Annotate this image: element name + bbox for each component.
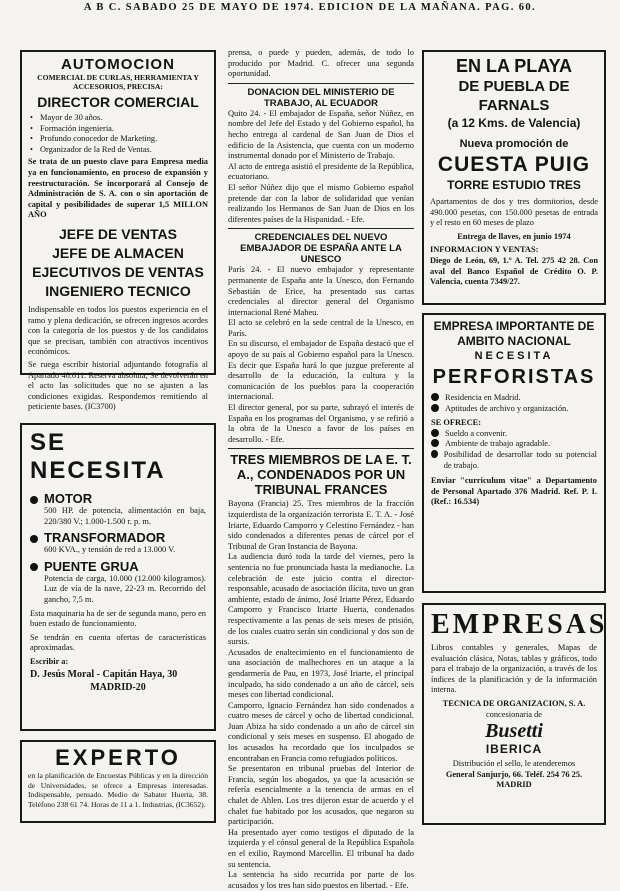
ad-automocion-title: AUTOMOCION xyxy=(61,56,175,73)
page-header: A B C. SABADO 25 DE MAYO DE 1974. EDICION DE LA MAÑANA. PAG. 60. xyxy=(83,2,537,13)
list-item: • Mayor de 30 años. xyxy=(28,113,208,124)
ad-perforistas xyxy=(422,313,606,593)
ad-footer: Enviar "curriculum vitae" a Departamento de Personal Apartado 376 Madrid. Ref. P. I. (Ref.: 16.534) xyxy=(431,476,597,507)
ad-info: INFORMACION Y VENTAS: xyxy=(430,245,539,255)
article-title: DONACION DEL MINISTERIO DE TRABAJO, AL ECUADOR xyxy=(247,86,395,109)
bullet-icon xyxy=(30,563,38,571)
item-desc: Potencia de carga, 10.000 (12.000 kilogramos). Luz de vía de la nave, 22-23 m. Recorrido del gancho, 7,5 m. xyxy=(44,573,206,604)
ad-perforistas-title: PERFORISTAS xyxy=(432,366,596,388)
ad-body: Libros contables y generales, Mapas de evaluación clásica, Notas, tablas y gráficos, todo para el trabajo de la organización, a través de los índices de la planificación y de la información interna. xyxy=(431,643,597,695)
ad-automocion-role-2: JEFE DE ALMACEN xyxy=(52,244,184,261)
ad-automocion-role-3: EJECUTIVOS DE VENTAS xyxy=(32,263,204,280)
brand-logo-sub: IBERICA xyxy=(485,742,543,757)
ad-automocion-body2: Indispensable en todos los puestos experiencia en el ramo y plena dedicación, se ofrecen ingresos acordes con la categoría de los puestos y de los candidatos que se precisan, también con atractivos incentivos económicos. xyxy=(28,304,208,357)
list-item: • Formación ingenieria. xyxy=(28,124,208,135)
ad-line: DE PUEBLA DE FARNALS xyxy=(458,78,570,114)
ad-se-necesita-p1: Esta maquinaria ha de ser de segunda mano, pero en buen estado de funcionamiento. xyxy=(30,608,206,629)
article-body: Quito 24. - El embajador de España, señor Núñez, en nombre del Jefe del Estado y del Gobierno español, ha hecho entrega al cardenal de San Juan de Dios el edificio de la Asistencia, que cuenta con un moderno instrumental donado por el Ministerio de Trabajo. xyxy=(228,108,414,161)
bullet-icon xyxy=(431,404,439,412)
ad-line: CUESTA PUIG xyxy=(437,153,591,176)
bullet-icon xyxy=(431,439,439,447)
item-name: MOTOR xyxy=(44,491,93,506)
item-desc: 500 HP. de potencia, alimentación en baja, 220/380 V.; 1.000-1.500 r. p. m. xyxy=(44,506,206,526)
ad-automocion-subtitle: COMERCIAL DE CURLAS, HERRAMIENTA Y ACCESORIOS, PRECISA: xyxy=(37,73,199,91)
article-body: Camporro, Ignacio Fernández han sido condenados a cuatro meses de cárcel y ocho de libertad condicional. Juan Abiza ha sido condenado a un año de cárcel sin condicional y seis meses en suspenso. El abogado de los acusados ha recordado que los inculpados se encontraban en Francia como refugiados políticos. xyxy=(228,700,414,763)
contact-city: MADRID-20 xyxy=(90,681,146,693)
brand-logo: Busetti xyxy=(485,720,543,743)
article-body: Ha presentado ayer como testigos el diputado de la izquierda y el cónsul general de la República Española en el exilio, Raymond Marcellin. El tribunal ha dado su sentencia. xyxy=(228,827,414,869)
list-item: Residencia en Madrid. xyxy=(445,393,521,402)
article-headline: TRES MIEMBROS DE LA E. T. A., CONDENADOS POR UN TRIBUNAL FRANCES xyxy=(230,452,412,498)
bullet-icon xyxy=(431,429,439,437)
ad-automocion xyxy=(20,50,216,412)
bullet-icon xyxy=(431,393,439,401)
bullet-icon xyxy=(431,450,438,458)
ad-delivery: Entrega de llaves, en junio 1974 xyxy=(457,231,571,241)
article-body: París 24. - El nuevo embajador y representante permanente de España ante la Unesco, don Fernando Sebastián de Erice, ha presentado sus cartas credenciales al director general del Organismo internacional René Maheu. xyxy=(228,265,414,317)
ad-line: AMBITO NACIONAL xyxy=(457,334,571,348)
list-item: Ambiente de trabajo agradable. xyxy=(445,439,551,449)
ad-puebla-farnals xyxy=(422,50,606,305)
list-item: Aptitudes de archivo y organización. xyxy=(445,403,569,413)
ad-line: (a 12 Kms. de Valencia) xyxy=(447,116,581,130)
item-name: PUENTE GRUA xyxy=(44,558,139,574)
ad-se-necesita-title: SE NECESITA xyxy=(30,429,166,484)
article-body: El señor Núñez dijo que el mismo Gobierno español pretende dar con la labor de solidaridad que venían realizando los Hermanos de San Juan de Dios en los diferentes países de la Hispanidad. - Efe. xyxy=(228,182,414,224)
ad-empresas-title: EMPRESAS xyxy=(431,609,608,640)
article-body: Bayona (Francia) 25. Tres miembros de la fracción izquierdista de la organización terrorista E. T. A. - José Iriarte, Eduardo Camporro y Celestino Fernández - han sido condenados a diferentes penas de cárcel por el Tribunal de Gran Instancia de Bayona. xyxy=(228,499,414,551)
ad-se-necesita-p2: Se tendrán en cuenta ofertas de características aproximadas. xyxy=(30,632,206,653)
list-item: • Profundo conocedor de Marketing. xyxy=(28,134,208,145)
list-item: • Organizador de la Red de Ventas. xyxy=(28,145,208,156)
ad-foot: Distribución el sello, le atenderemos xyxy=(452,759,576,769)
ad-line: Nueva promoción de xyxy=(459,138,569,150)
bullet-icon xyxy=(30,535,38,543)
ad-automocion-role-1: JEFE DE VENTAS xyxy=(59,225,177,242)
item-name: TRANSFORMADOR xyxy=(44,530,166,546)
ad-line: EN LA PLAYA xyxy=(455,56,573,76)
article-body: El director general, por su parte, subrayó el interés de España en los programas del Organismo, y se refirió a la obra de la Unesco a favor de los países en desarrollo. - Efe. xyxy=(228,403,414,444)
article-body: Al acto de entrega asistió el presidente de la República, ecuatoriano. xyxy=(228,161,414,182)
ad-foot: General Sanjurjo, 66. Teléf. 254 76 25. MADRID xyxy=(445,769,583,790)
ad-automocion-bullets xyxy=(28,113,208,155)
ad-line: TORRE ESTUDIO TRES xyxy=(447,178,581,192)
article-body: La sentencia ha sido recurrida por parte de los acusados y los tres han sido puestos en libertad. - Efe. xyxy=(228,870,414,890)
list-item: Sueldo a convenir. xyxy=(445,428,508,438)
article-body: La audiencia duró toda la tarde del viernes, pero la sentencia no fue pronunciada hasta la medianoche. La celebración de este juicio contra el director-responsable, acusado de asociación ilícita, tuvo un gran ambiente, estado de ánimo, José Iriarte Pérez, Eduardo Camporro y Francisco Iriarte Huerta, condenados respectivamente a las penas de seis meses de prisión, de los cuales cuatro serán sin condicional y dos son de sursis. xyxy=(228,552,414,647)
ad-experto xyxy=(20,740,216,823)
bullet-icon xyxy=(30,496,38,504)
ad-automocion-role-4: INGENIERO TECNICO xyxy=(45,282,191,299)
article-body: Se presentaron en tribunal pruebas del Interior de Francia, según los abogados, ya que la acusación se refería esencialmente a la tenencia de armas en el chalet de Ahlen. Los tres dijeron estar de acuerdo y el chalet fue habitado por los acusados, que negaron su participación. xyxy=(228,764,414,827)
ad-org: TECNICA DE ORGANIZACION, S. A. xyxy=(442,698,586,708)
ad-body: Apartamentos de dos y tres dormitorios, desde 490.000 pesetas, con 150.000 pesetas de entrada y el resto en 60 meses de plazo xyxy=(430,197,598,228)
news-column xyxy=(228,48,414,890)
ad-address: Diego de León, 69, 1.º A. Tel. 275 42 28. Con aval del Banco Español de Crédito O. P. Valencia, cuenta 7349/27. xyxy=(430,255,598,287)
ad-line: EMPRESA IMPORTANTE DE xyxy=(433,319,595,333)
ad-experto-title: EXPERTO xyxy=(55,745,181,770)
contact-name: D. Jesús Moral - Capitán Haya, 30 xyxy=(30,668,178,680)
item-desc: 600 KVA., y tensión de red a 13.000 V. xyxy=(44,545,176,555)
article-fragment: prensa, o puede y pueden, además, de todo lo producido por Madrid. C. ofrecer una segunda oportunidad. xyxy=(228,48,414,79)
article-body: Acusados de enaltecimiento en el funcionamiento de una asociación de malhechores en un ataque a la gendarmería de Pau, en 1973, José Iriarte, el principal inculpado, ha sido condenado a un año de cárcel, seis meses con libertad condicional. xyxy=(228,647,414,700)
offer-label: SE OFRECE: xyxy=(431,418,482,428)
ad-automocion-body3: Se ruega escribir historial adjuntando fotografía al Apartado 40.611. Reserva absoluta, Se devolverán en el acto las solicitudes que no se ajusten a las condiciones exigidas. Respondemos remitiendo al peticiente bases. (IC3700) xyxy=(28,359,208,412)
article-body: En su discurso, el embajador de España destacó que el apoyo de su país al Gobierno español para la Unesco. Es decir que España hará lo que juzgue preferente al desarrollo de la educación, la cultura y la comunicación de los pueblos para la cooperación internacional. xyxy=(228,339,414,402)
ad-concess: concesionaria de xyxy=(485,709,543,719)
list-item: Posibilidad de desarrollar todo su potencial de trabajo. xyxy=(443,449,597,470)
ad-empresas xyxy=(422,603,606,825)
article-title: CREDENCIALES DEL NUEVO EMBAJADOR DE ESPAÑA ANTE LA UNESCO xyxy=(240,232,402,266)
contact-label: Escribir a: xyxy=(30,656,69,666)
ad-experto-body: en la planificación de Encuestas Públicas y en la dirección de Universidades, se ofrece a Empresas interesadas. Indispensable, pensado. Medio de Sabater Huerta, 38. Teléfono 238 61 74. Horas de 11 a 1. Industrias, (IC3652). xyxy=(28,771,208,809)
ad-automocion-body: Se trata de un puesto clave para Empresa media ya en funcionamiento, en proceso de expansión y reestructuración. Se incorporará al Consejo de Administración de S. A. con o sin aportación de capital y posibilidades de superar 1,5 MILLON AÑO xyxy=(28,157,208,220)
ad-automocion-role: DIRECTOR COMERCIAL xyxy=(37,94,199,110)
article-body: El acto se celebró en la sede central de la Unesco, en París. xyxy=(228,318,414,338)
ad-se-necesita xyxy=(20,423,216,731)
ad-line: NECESITA xyxy=(474,350,554,362)
